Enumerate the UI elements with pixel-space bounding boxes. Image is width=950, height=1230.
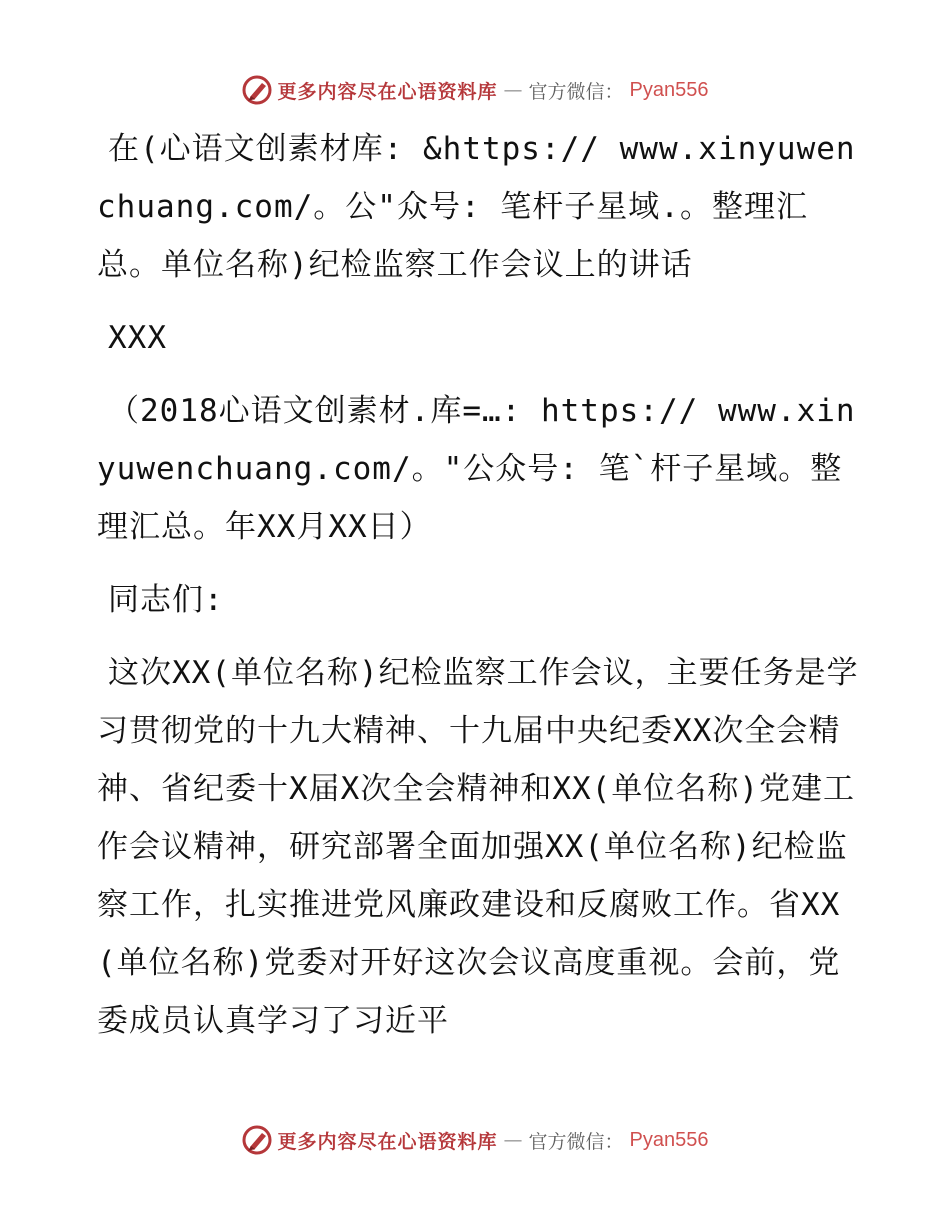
pen-nib-logo-icon — [242, 1125, 272, 1155]
footer-brand-text: 更多内容尽在心语资料库 — [277, 1130, 498, 1153]
document-title: 在(心语文创素材库: &https:// www.xinyuwenchuang.com/。公"众号: 笔杆子星域.。整理汇总。单位名称)纪检监察工作会议上的讲话 — [97, 131, 856, 283]
pen-nib-logo-icon — [242, 75, 272, 105]
footer-banner — [0, 1120, 950, 1160]
header-contact-handle: Pyan556 — [629, 78, 709, 101]
header-banner — [0, 70, 950, 110]
header-brand-text: 更多内容尽在心语资料库 — [277, 80, 498, 103]
footer-banner-inner — [242, 1125, 709, 1155]
header-banner-inner — [242, 75, 709, 105]
header-contact-label: 官方微信： — [528, 80, 624, 103]
speaker-name: XXX — [108, 320, 167, 356]
footer-contact-label: 官方微信： — [528, 1130, 624, 1153]
header-dash: — — [503, 79, 523, 101]
document-body — [97, 120, 867, 1065]
footer-dash: — — [503, 1129, 523, 1151]
footer-contact-handle: Pyan556 — [629, 1128, 709, 1151]
body-paragraph: 这次XX(单位名称)纪检监察工作会议，主要任务是学习贯彻党的十九大精神、十九届中央纪委XX次全会精神、省纪委十X届X次全会精神和XX(单位名称)党建工作会议精神，研究部署全面加强XX(单位名称)纪检监察工作，扎实推进党风廉政建设和反腐败工作。省XX(单位名称)党委对开好这次会议高度重视。会前，党委成员认真学习了习近平 — [97, 655, 859, 1039]
salutation: 同志们: — [108, 582, 224, 618]
speech-date: （2018心语文创素材.库=…: https:// www.xinyuwenchuang.com/。"公众号: 笔`杆子星域。整理汇总。年XX月XX日） — [97, 393, 856, 545]
